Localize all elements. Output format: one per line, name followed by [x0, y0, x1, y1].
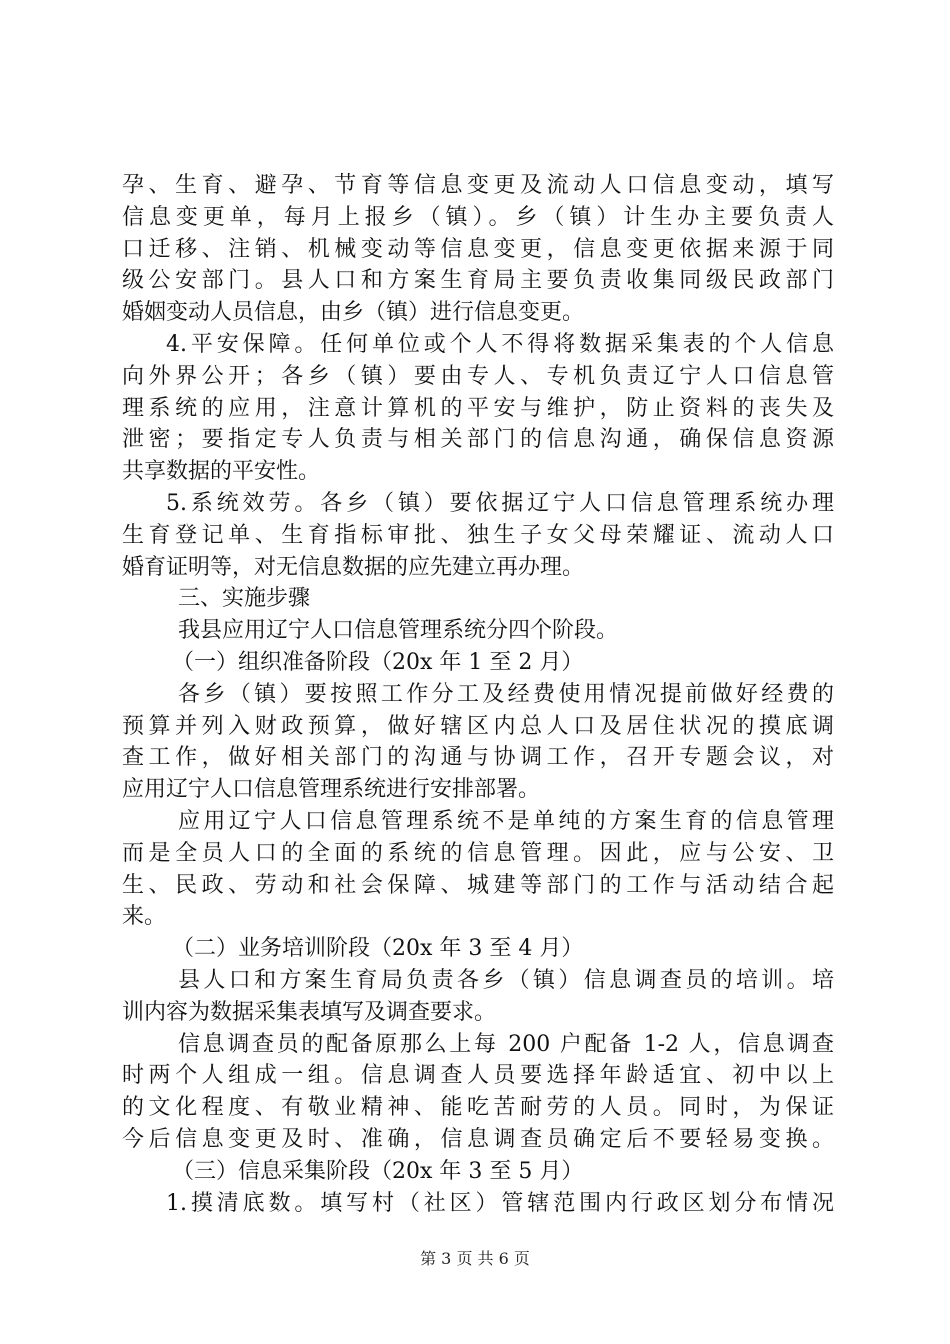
text-line: 泄密；要指定专人负责与相关部门的信息沟通，确保信息资源	[122, 427, 834, 453]
text-line: （二）业务培训阶段（20x 年 3 至 4 月）	[172, 936, 584, 962]
text-line: 生、民政、劳动和社会保障、城建等部门的工作与活动结合起	[122, 872, 834, 898]
text-line: 理系统的应用，注意计算机的平安与维护，防止资料的丧失及	[122, 395, 834, 421]
text-line: 而是全员人口的全面的系统的信息管理。因此，应与公安、卫	[122, 840, 834, 866]
text-line: 来。	[122, 904, 167, 930]
text-line: 信息变更单，每月上报乡（镇）。乡（镇）计生办主要负责人	[122, 204, 834, 230]
text-line: 应用辽宁人口信息管理系统进行安排部署。	[122, 777, 541, 803]
text-line: 预算并列入财政预算，做好辖区内总人口及居住状况的摸底调	[122, 713, 834, 739]
text-line: 生育登记单、生育指标审批、独生子女父母荣耀证、流动人口	[122, 522, 834, 548]
text-line: 县人口和方案生育局负责各乡（镇）信息调查员的培训。培	[178, 967, 834, 993]
text-line: 各乡（镇）要按照工作分工及经费使用情况提前做好经费的	[178, 681, 834, 707]
text-line: 级公安部门。县人口和方案生育局主要负责收集同级民政部门	[122, 268, 834, 294]
text-line: （三）信息采集阶段（20x 年 3 至 5 月）	[172, 1158, 584, 1184]
page-footer: 第 3 页 共 6 页	[420, 1249, 530, 1268]
text-line: 信息调查员的配备原那么上每 200 户配备 1-2 人，信息调查	[178, 1031, 834, 1057]
text-line: 孕、生育、避孕、节育等信息变更及流动人口信息变动，填写	[122, 173, 834, 198]
text-line: 口迁移、注销、机械变动等信息变更，信息变更依据来源于同	[122, 236, 834, 262]
text-line: 查工作，做好相关部门的沟通与协调工作，召开专题会议，对	[122, 745, 834, 771]
text-line: 训内容为数据采集表填写及调查要求。	[122, 999, 497, 1025]
text-line: 4.平安保障。任何单位或个人不得将数据采集表的个人信息	[166, 331, 834, 357]
text-line: 婚育证明等，对无信息数据的应先建立再办理。	[122, 554, 585, 580]
text-line: 婚姻变动人员信息，由乡（镇）进行信息变更。	[122, 300, 585, 326]
text-line: 的文化程度、有敬业精神、能吃苦耐劳的人员。同时，为保证	[122, 1095, 834, 1121]
text-line: 三、实施步骤	[178, 586, 311, 612]
text-line: 向外界公开；各乡（镇）要由专人、专机负责辽宁人口信息管	[122, 363, 834, 389]
text-line: 时两个人组成一组。信息调查人员要选择年龄适宜、初中以上	[122, 1063, 834, 1089]
text-line: 共享数据的平安性。	[122, 459, 321, 485]
text-line: （一）组织准备阶段（20x 年 1 至 2 月）	[172, 649, 584, 675]
text-line: 今后信息变更及时、准确，信息调查员确定后不要轻易变换。	[122, 1126, 834, 1152]
text-line: 1.摸清底数。填写村（社区）管辖范围内行政区划分布情况	[166, 1190, 834, 1216]
text-line: 5.系统效劳。各乡（镇）要依据辽宁人口信息管理系统办理	[166, 490, 834, 516]
text-line: 应用辽宁人口信息管理系统不是单纯的方案生育的信息管理	[178, 808, 834, 834]
body-text	[122, 170, 834, 1219]
text-line: 我县应用辽宁人口信息管理系统分四个阶段。	[178, 618, 619, 644]
